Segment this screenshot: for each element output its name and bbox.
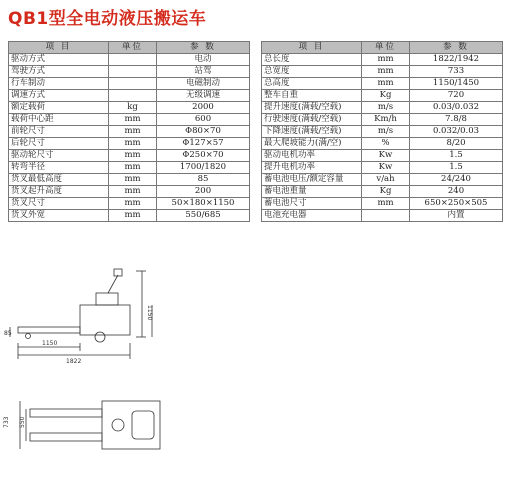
cell-unit: %: [362, 138, 410, 150]
cell-unit: Kw: [362, 162, 410, 174]
technical-drawing: [0, 265, 240, 475]
top-battery: [132, 411, 154, 439]
cell-item: 蓄电池尺寸: [262, 198, 362, 210]
cell-unit: mm: [109, 150, 157, 162]
cell-param: 85: [157, 174, 250, 186]
cell-item: 驾驶方式: [9, 66, 109, 78]
dim-total-width: 733: [3, 416, 10, 428]
cell-unit: [109, 66, 157, 78]
cell-unit: mm: [109, 174, 157, 186]
header-item: 项 目: [9, 42, 109, 54]
cell-param: 电磁制动: [157, 78, 250, 90]
table-row: [9, 90, 250, 102]
cell-unit: Km/h: [362, 114, 410, 126]
side-fork: [18, 327, 80, 333]
table-row: [9, 186, 250, 198]
cell-param: 240: [410, 186, 503, 198]
cell-param: 0.03/0.032: [410, 102, 503, 114]
cell-item: 驱动轮尺寸: [9, 150, 109, 162]
cell-param: Φ80×70: [157, 126, 250, 138]
header-unit: 单位: [362, 42, 410, 54]
cell-param: 50×180×1150: [157, 198, 250, 210]
top-fork-lower: [30, 433, 102, 441]
cell-param: 720: [410, 90, 503, 102]
cell-param: 650×250×505: [410, 198, 503, 210]
table-header-row: [9, 42, 250, 54]
table-row: [262, 66, 503, 78]
cell-unit: m/s: [362, 126, 410, 138]
cell-unit: [109, 90, 157, 102]
table-row: [9, 54, 250, 66]
top-drive-wheel: [112, 419, 124, 431]
cell-item: 提升电机功率: [262, 162, 362, 174]
header-unit: 单位: [109, 42, 157, 54]
cell-unit: [109, 54, 157, 66]
cell-unit: mm: [362, 66, 410, 78]
table-header-row: [262, 42, 503, 54]
cell-param: 600: [157, 114, 250, 126]
cell-param: 电动: [157, 54, 250, 66]
cell-item: 货叉尺寸: [9, 198, 109, 210]
cell-item: 整车自重: [262, 90, 362, 102]
cell-unit: mm: [362, 78, 410, 90]
dim-fork-length: 1150: [42, 340, 58, 347]
top-fork-upper: [30, 409, 102, 417]
cell-unit: Kg: [362, 90, 410, 102]
cell-unit: mm: [109, 198, 157, 210]
table-row: [9, 174, 250, 186]
header-param: 参 数: [410, 42, 503, 54]
table-row: [262, 198, 503, 210]
cell-unit: Kg: [362, 186, 410, 198]
table-row: [262, 186, 503, 198]
table-row: [262, 150, 503, 162]
dim-fork-width: 550: [19, 416, 26, 428]
cell-param: 1.5: [410, 162, 503, 174]
cell-unit: mm: [109, 210, 157, 222]
cell-param: Φ127×57: [157, 138, 250, 150]
spec-table-right: [261, 41, 503, 222]
dim-total-height: 1150: [146, 305, 153, 321]
cell-param: 733: [410, 66, 503, 78]
cell-unit: [362, 210, 410, 222]
dim-total-length: 1822: [66, 358, 82, 365]
cell-item: 后轮尺寸: [9, 138, 109, 150]
drive-wheel: [95, 332, 105, 342]
table-row: [262, 210, 503, 222]
cell-item: 转弯半径: [9, 162, 109, 174]
cell-item: 总高度: [262, 78, 362, 90]
cell-item: 提升速度(满载/空载): [262, 102, 362, 114]
cell-unit: [109, 78, 157, 90]
cell-item: 货叉起升高度: [9, 186, 109, 198]
cell-item: 电池充电器: [262, 210, 362, 222]
table-row: [262, 126, 503, 138]
cell-unit: mm: [109, 114, 157, 126]
table-row: [9, 162, 250, 174]
cell-unit: mm: [109, 162, 157, 174]
side-cover: [96, 293, 118, 305]
table-row: [262, 174, 503, 186]
cell-item: 载荷中心距: [9, 114, 109, 126]
cell-item: 货叉最低高度: [9, 174, 109, 186]
front-wheel: [26, 334, 31, 339]
table-row: [9, 66, 250, 78]
cell-param: 1.5: [410, 150, 503, 162]
table-row: [262, 114, 503, 126]
table-row: [262, 138, 503, 150]
tiller-head: [114, 269, 122, 276]
dim-fork-height: 85: [4, 330, 12, 337]
spec-table-left: [8, 41, 250, 222]
cell-unit: mm: [109, 186, 157, 198]
cell-unit: mm: [362, 54, 410, 66]
table-row: [9, 78, 250, 90]
page-title: QB1型全电动液压搬运车: [8, 9, 207, 29]
cell-param: 1150/1450: [410, 78, 503, 90]
cell-unit: m/s: [362, 102, 410, 114]
cell-item: 下降速度(满载/空载): [262, 126, 362, 138]
cell-unit: v/ah: [362, 174, 410, 186]
cell-item: 驱动电机功率: [262, 150, 362, 162]
cell-param: 站驾: [157, 66, 250, 78]
cell-item: 调速方式: [9, 90, 109, 102]
table-row: [262, 54, 503, 66]
cell-param: 7.8/8: [410, 114, 503, 126]
cell-param: 1700/1820: [157, 162, 250, 174]
cell-unit: mm: [362, 198, 410, 210]
cell-param: 24/240: [410, 174, 503, 186]
cell-item: 蓄电池重量: [262, 186, 362, 198]
cell-param: 2000: [157, 102, 250, 114]
table-row: [262, 78, 503, 90]
table-row: [262, 90, 503, 102]
cell-unit: mm: [109, 126, 157, 138]
cell-item: 蓄电池电压/额定容量: [262, 174, 362, 186]
top-body: [102, 401, 160, 449]
cell-param: 无级调速: [157, 90, 250, 102]
table-row: [9, 114, 250, 126]
cell-param: 200: [157, 186, 250, 198]
cell-param: 内置: [410, 210, 503, 222]
cell-param: 8/20: [410, 138, 503, 150]
cell-param: 1822/1942: [410, 54, 503, 66]
cell-unit: kg: [109, 102, 157, 114]
cell-item: 货叉外宽: [9, 210, 109, 222]
cell-item: 行车制动: [9, 78, 109, 90]
table-row: [9, 138, 250, 150]
table-row: [9, 150, 250, 162]
cell-param: 0.032/0.03: [410, 126, 503, 138]
header-item: 项 目: [262, 42, 362, 54]
side-tiller: [108, 275, 118, 293]
table-row: [9, 198, 250, 210]
cell-item: 行驶速度(满载/空载): [262, 114, 362, 126]
cell-item: 最大爬坡能力(满/空): [262, 138, 362, 150]
side-body: [80, 305, 130, 335]
table-row: [9, 210, 250, 222]
table-row: [9, 102, 250, 114]
cell-param: Φ250×70: [157, 150, 250, 162]
cell-param: 550/685: [157, 210, 250, 222]
cell-item: 总长度: [262, 54, 362, 66]
header-param: 参 数: [157, 42, 250, 54]
cell-item: 总宽度: [262, 66, 362, 78]
cell-unit: mm: [109, 138, 157, 150]
table-row: [262, 102, 503, 114]
cell-item: 驱动方式: [9, 54, 109, 66]
cell-unit: Kw: [362, 150, 410, 162]
cell-item: 前轮尺寸: [9, 126, 109, 138]
table-row: [262, 162, 503, 174]
cell-item: 额定载荷: [9, 102, 109, 114]
table-row: [9, 126, 250, 138]
